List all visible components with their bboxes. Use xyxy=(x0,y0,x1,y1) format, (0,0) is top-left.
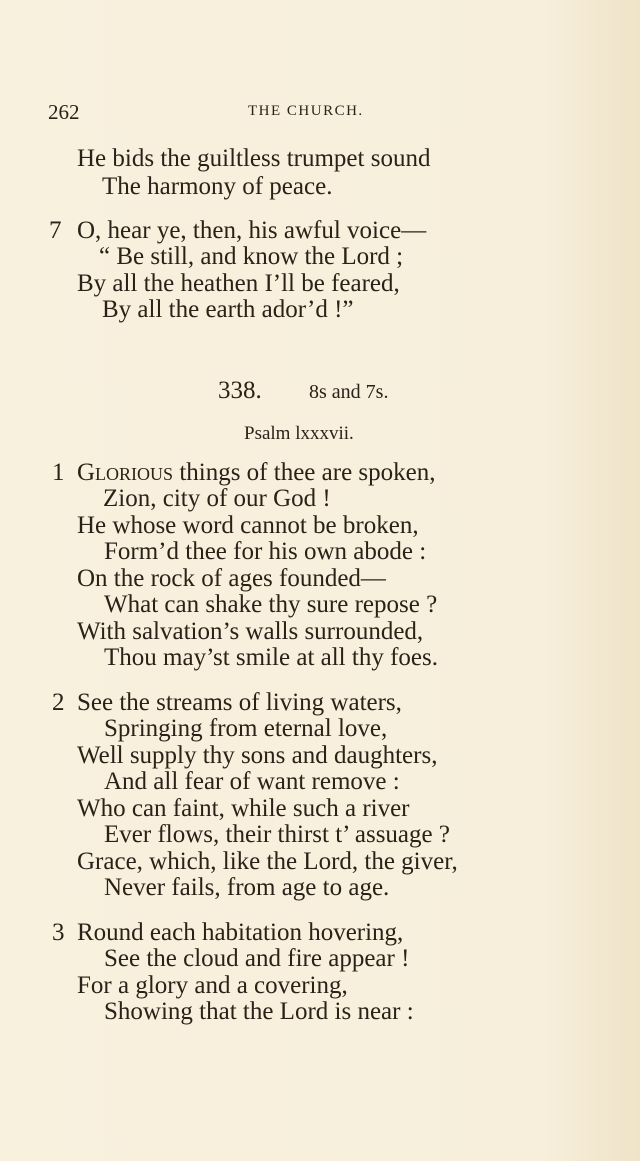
psalm-reference: Psalm lxxxvii. xyxy=(244,423,354,444)
running-head: THE CHURCH. xyxy=(248,103,364,119)
verse-line: Ever flows, their thirst t’ assuage ? xyxy=(104,821,450,848)
first-word: Glorious xyxy=(77,459,174,486)
verse-line: Thou may’st smile at all thy foes. xyxy=(104,644,438,671)
verse-line: Form’d thee for his own abode : xyxy=(104,538,427,565)
verse-line: By all the earth ador’d !” xyxy=(102,296,354,323)
stanza-number: 2 xyxy=(52,689,65,716)
verse-line: He whose word cannot be broken, xyxy=(77,512,419,539)
verse-line: With salvation’s walls surrounded, xyxy=(77,618,424,645)
verse-line: Showing that the Lord is near : xyxy=(104,998,414,1025)
page-number: 262 xyxy=(48,100,80,124)
stanza-number: 7 xyxy=(49,217,62,244)
verse-line: For a glory and a covering, xyxy=(77,972,348,999)
verse-line: Who can faint, while such a river xyxy=(77,795,410,822)
verse-line: Never fails, from age to age. xyxy=(104,874,390,901)
page-header xyxy=(48,100,588,130)
hymn-number: 338. xyxy=(218,377,262,404)
verse-line-first xyxy=(77,460,436,485)
verse-line: Springing from eternal love, xyxy=(104,715,388,742)
verse-line: Grace, which, like the Lord, the giver, xyxy=(77,848,458,875)
stanza-number: 3 xyxy=(52,919,65,946)
stanza-number: 1 xyxy=(52,459,65,486)
verse-line: Round each habitation hovering, xyxy=(77,919,404,946)
verse-line: By all the heathen I’ll be feared, xyxy=(77,270,400,297)
verse-line: What can shake thy sure repose ? xyxy=(104,591,438,618)
verse-line: See the cloud and fire appear ! xyxy=(104,945,410,972)
verse-line: Well supply thy sons and daughters, xyxy=(77,742,438,769)
verse-line: See the streams of living waters, xyxy=(77,689,402,716)
verse-line: He bids the guiltless trumpet sound xyxy=(77,145,431,172)
verse-line: And all fear of want remove : xyxy=(104,768,400,795)
hymn-meter: 8s and 7s. xyxy=(309,381,389,403)
verse-line: The harmony of peace. xyxy=(102,173,333,200)
verse-line: “ Be still, and know the Lord ; xyxy=(99,243,404,270)
verse-line: Zion, city of our God ! xyxy=(103,485,331,512)
first-line-rest: things of thee are spoken, xyxy=(173,459,436,486)
verse-line: On the rock of ages founded— xyxy=(77,565,386,592)
verse-line: O, hear ye, then, his awful voice— xyxy=(77,217,427,244)
